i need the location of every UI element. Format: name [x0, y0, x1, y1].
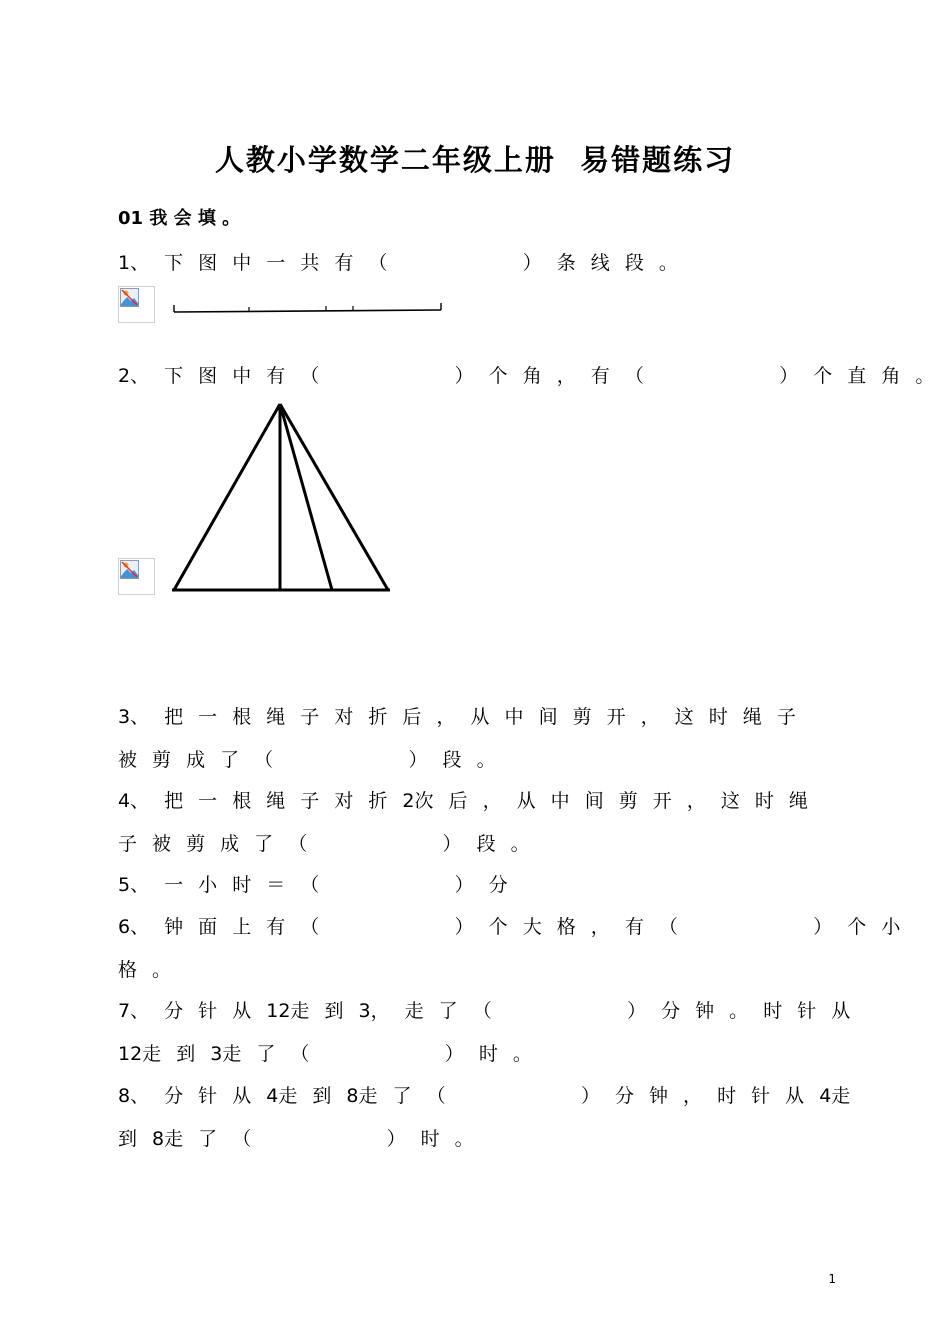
- question-8-line-2: 到 8走 了 （ ） 时 。: [118, 1128, 474, 1150]
- question-5: 5、 一 小 时 ＝ （ ） 分: [118, 874, 508, 896]
- question-2: 2、 下 图 中 有 （ ） 个 角 ， 有 （ ） 个 直 角 。: [118, 365, 935, 387]
- question-3-line-1: 3、 把 一 根 绳 子 对 折 后 ， 从 中 间 剪 开 ， 这 时 绳 子: [118, 706, 796, 728]
- image-placeholder-icon: [120, 288, 140, 308]
- page-title: 人教小学数学二年级上册 易错题练习: [214, 143, 736, 177]
- section-heading: 01 我 会 填 。: [118, 208, 241, 229]
- question-1: 1、 下 图 中 一 共 有 （ ） 条 线 段 。: [118, 252, 678, 274]
- page-number: 1: [828, 1272, 836, 1286]
- question-6-line-1: 6、 钟 面 上 有 （ ） 个 大 格 ， 有 （ ） 个 小: [118, 916, 901, 938]
- question-8-line-1: 8、 分 针 从 4走 到 8走 了 （ ） 分 钟 ， 时 针 从 4走: [118, 1085, 851, 1107]
- line-segment-figure: [170, 298, 445, 318]
- question-7-line-2: 12走 到 3走 了 （ ） 时 。: [118, 1043, 532, 1065]
- broken-image-icon: [118, 286, 155, 323]
- question-4-line-2: 子 被 剪 成 了 （ ） 段 。: [118, 833, 530, 855]
- broken-image-icon: [118, 558, 155, 595]
- question-3-line-2: 被 剪 成 了 （ ） 段 。: [118, 749, 496, 771]
- triangle-angle-figure: [168, 398, 396, 598]
- image-placeholder-icon: [120, 560, 140, 580]
- question-4-line-1: 4、 把 一 根 绳 子 对 折 2次 后 ， 从 中 间 剪 开 ， 这 时 绳: [118, 790, 808, 812]
- question-6-line-2: 格 。: [118, 959, 172, 981]
- question-7-line-1: 7、 分 针 从 12走 到 3， 走 了 （ ） 分 钟 。 时 针 从: [118, 1000, 851, 1022]
